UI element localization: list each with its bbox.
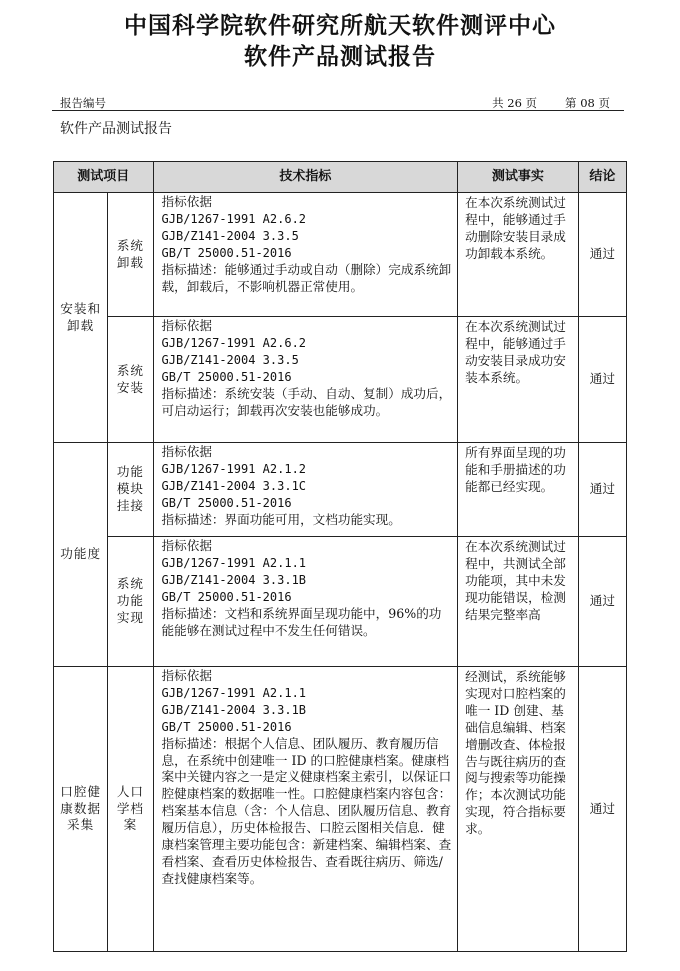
criteria-reference: GJB/1267-1991 A2.1.2 <box>161 461 307 476</box>
test-fact <box>458 537 579 667</box>
page-info <box>464 95 610 111</box>
test-category: 安装和卸载 <box>54 193 108 443</box>
test-result: 通过 <box>578 317 626 443</box>
test-fact-text: 所有界面呈现的功能和手册描述的功能都已经实现。 <box>465 445 566 494</box>
criteria-description: 指标描述：文档和系统界面呈现功能中，96%的功能能够在测试过程中不发生任何错误。 <box>161 605 442 638</box>
criteria-reference: GB/T 25000.51-2016 <box>161 719 292 734</box>
criteria-reference: GJB/Z141-2004 3.3.1C <box>161 478 307 493</box>
header-rule <box>52 110 624 111</box>
total-pages: 共 26 页 <box>492 96 538 110</box>
test-result: 通过 <box>578 667 626 952</box>
column-header: 测试项目 <box>54 162 154 193</box>
column-header: 结论 <box>578 162 626 193</box>
technical-criteria <box>153 667 458 952</box>
criteria-description: 指标描述：根据个人信息、团队履历、教育履历信息，在系统中创建唯一 ID 的口腔健康档案。健康档案中关键内容之一是定义健康档案主索引，以保证口腔健康档案的数据唯一性。口腔健康档案内容包含：档案基本信息（含：个人信息、团队履历信息、教育履历信息），历史体检报告、口腔云图相关信息．健康档案管理主要功能包含：新建档案、编辑档案、查看档案、查看历史体检报告、查看既往病历、筛选/查找健康档案等。 <box>161 735 452 886</box>
criteria-reference: GJB/1267-1991 A2.1.1 <box>161 685 307 700</box>
criteria-reference: GJB/Z141-2004 3.3.5 <box>161 352 299 367</box>
technical-criteria <box>153 443 458 537</box>
criteria-reference: GJB/Z141-2004 3.3.1B <box>161 702 307 717</box>
test-result: 通过 <box>578 193 626 317</box>
table-row <box>54 317 627 443</box>
test-fact-text: 在本次系统测试过程中，能够通过手动安装目录成功安装本系统。 <box>465 319 566 385</box>
test-results-table <box>53 161 627 952</box>
criteria-reference: GJB/1267-1991 A2.1.1 <box>161 555 307 570</box>
criteria-reference: GJB/1267-1991 A2.6.2 <box>161 211 307 226</box>
criteria-reference: GJB/Z141-2004 3.3.5 <box>161 228 299 243</box>
table-row <box>54 193 627 317</box>
criteria-basis-label: 指标依据 <box>161 538 212 553</box>
test-subitem: 功能模块挂接 <box>108 443 153 537</box>
center-title: 中国科学院软件研究所航天软件测评中心 <box>124 13 556 39</box>
technical-criteria <box>153 317 458 443</box>
criteria-description: 指标描述：能够通过手动或自动（删除）完成系统卸载，卸载后，不影响机器正常使用。 <box>161 261 452 294</box>
table-header-row <box>54 162 627 193</box>
criteria-basis-label: 指标依据 <box>161 444 212 459</box>
test-subitem: 系统功能实现 <box>108 537 153 667</box>
table-row <box>54 443 627 537</box>
section-subtitle: 软件产品测试报告 <box>60 121 172 137</box>
criteria-description: 指标描述：界面功能可用，文档功能实现。 <box>161 511 401 527</box>
criteria-reference: GJB/1267-1991 A2.6.2 <box>161 335 307 350</box>
test-fact-text: 在本次系统测试过程中，共测试全部功能项，其中未发现功能错误，检测结果完整率高 <box>465 539 566 622</box>
test-subitem: 人口学档案 <box>108 667 153 952</box>
criteria-basis-label: 指标依据 <box>161 194 212 209</box>
test-category: 口腔健康数据采集 <box>54 667 108 952</box>
test-fact-text: 经测试，系统能够实现对口腔档案的唯一 ID 创建、基础信息编辑、档案增删改查、体检报告与既往病历的查阅与搜索等功能操作；本次测试功能实现，符合指标要求。 <box>465 669 566 837</box>
criteria-reference: GJB/Z141-2004 3.3.1B <box>161 572 307 587</box>
test-fact <box>458 317 579 443</box>
test-fact <box>458 193 579 317</box>
test-fact <box>458 667 579 952</box>
criteria-reference: GB/T 25000.51-2016 <box>161 369 292 384</box>
criteria-basis-label: 指标依据 <box>161 318 212 333</box>
page-number: 第 08 页 <box>565 96 610 110</box>
test-fact-text: 在本次系统测试过程中，能够通过手动删除安装目录成功卸载本系统。 <box>465 195 566 261</box>
criteria-description: 指标描述：系统安装（手动、自动、复制）成功后，可启动运行；卸载再次安装也能够成功。 <box>161 385 452 418</box>
test-result: 通过 <box>578 443 626 537</box>
criteria-reference: GB/T 25000.51-2016 <box>161 495 292 510</box>
report-number-label: 报告编号 <box>60 96 106 110</box>
table-row <box>54 537 627 667</box>
test-result: 通过 <box>578 537 626 667</box>
test-subitem: 系统安装 <box>108 317 153 443</box>
test-category: 功能度 <box>54 443 108 667</box>
test-fact <box>458 443 579 537</box>
criteria-reference: GB/T 25000.51-2016 <box>161 245 292 260</box>
technical-criteria <box>153 193 458 317</box>
report-title: 软件产品测试报告 <box>244 44 436 70</box>
column-header: 技术指标 <box>153 162 458 193</box>
technical-criteria <box>153 537 458 667</box>
test-subitem: 系统卸载 <box>108 193 153 317</box>
criteria-basis-label: 指标依据 <box>161 668 212 683</box>
column-header: 测试事实 <box>458 162 579 193</box>
table-row <box>54 667 627 952</box>
criteria-reference: GB/T 25000.51-2016 <box>161 589 292 604</box>
